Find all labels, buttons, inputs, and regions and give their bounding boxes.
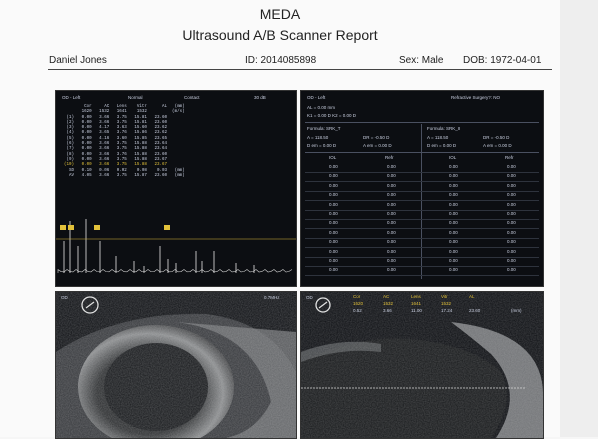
iol-value: 0.00 — [387, 220, 396, 226]
iol-value: 0.00 — [329, 201, 338, 207]
a-scan-contact: Contact — [184, 95, 200, 100]
b-scan-left-eye: OD — [61, 295, 68, 300]
iol-row-divider — [305, 191, 539, 192]
b-scan-col-label: AC — [383, 294, 390, 299]
iol-col-label-left: IOL — [329, 155, 337, 160]
a-scan-data-row: (8) 0.00 3.66 3.76 15.88 23.60 — [64, 152, 168, 157]
iol-value: 0.00 — [329, 267, 338, 273]
iol-dem-right: D em = 0.00 D — [427, 143, 457, 148]
a-scan-data-row: AV 4.05 3.66 3.75 15.87 23.60 (mm) — [64, 173, 185, 178]
iol-value: 0.00 — [507, 201, 516, 207]
a-scan-panel — [55, 90, 297, 287]
iol-value: 0.00 — [507, 211, 516, 216]
b-scan-col-label: AL — [469, 294, 475, 299]
a-scan-waveform — [56, 91, 296, 286]
iol-row-divider — [305, 266, 539, 267]
b-scan-left-panel — [55, 291, 297, 439]
a-scan-data-row: (9) 0.00 3.66 3.75 15.88 23.67 — [64, 157, 168, 162]
iol-value: 0.00 — [449, 229, 458, 235]
iol-value: 0.00 — [507, 182, 516, 188]
b-scan-right-image — [301, 292, 543, 438]
header-divider — [48, 69, 552, 70]
a-scan-gain: 30 dB — [254, 95, 266, 100]
b-scan-velocity: 1641 — [411, 301, 422, 306]
iol-value: 0.00 — [507, 258, 516, 263]
iol-row-divider — [305, 228, 539, 229]
iol-row-divider — [305, 275, 539, 276]
iol-divider-2 — [305, 152, 539, 153]
iol-row-divider — [305, 172, 539, 173]
iol-aem-right: A em = 0.00 D — [483, 143, 512, 148]
a-scan-data-row: (5) 0.00 4.16 3.60 15.85 23.65 — [64, 136, 168, 141]
a-scan-data-row: (1) 0.00 3.66 3.75 15.81 23.60 — [64, 115, 168, 120]
iol-divider — [305, 122, 539, 123]
brand-title: MEDA — [259, 6, 301, 22]
iol-value: 0.00 — [449, 258, 458, 263]
b-scan-measurement: 17.24 — [441, 308, 453, 313]
page-margin — [560, 0, 598, 437]
gate-marker[interactable] — [68, 225, 74, 230]
iol-value: 0.00 — [507, 164, 516, 169]
a-scan-data-row: (2) 0.00 3.66 3.75 15.81 23.60 — [64, 120, 168, 125]
iol-dr-right: DR = -0.50 D — [483, 135, 510, 140]
iol-formula-right: Formula: SRK_II — [427, 126, 461, 131]
b-scan-measurement: 11.00 — [411, 308, 422, 313]
iol-value: 0.00 — [449, 192, 458, 198]
a-scan-mode: Normal — [128, 95, 143, 100]
b-scan-velocity: 1532 — [441, 301, 452, 306]
iol-value: 0.00 — [507, 229, 516, 235]
iol-refractive: Refractive Surgery?: NO — [451, 95, 501, 100]
b-scan-right-panel — [300, 291, 544, 439]
iol-value: 0.00 — [329, 173, 338, 179]
iol-value: 0.00 — [449, 182, 458, 188]
iol-value: 0.00 — [329, 211, 338, 216]
iol-value: 0.00 — [329, 164, 338, 169]
iol-value: 0.00 — [387, 248, 396, 254]
iol-row-divider — [305, 181, 539, 182]
a-scan-data-row: (10) 0.00 3.66 3.75 15.88 23.67 — [64, 163, 168, 168]
b-scan-col-label: Cor — [353, 294, 361, 299]
iol-value: 0.00 — [387, 258, 396, 263]
iol-row-divider — [305, 219, 539, 220]
iol-value: 0.00 — [449, 211, 458, 216]
iol-value: 0.00 — [507, 173, 516, 179]
iol-value: 0.00 — [507, 267, 516, 273]
refr-col-label-right: Refr — [505, 155, 514, 160]
patient-id: ID: 2014085898 — [245, 55, 317, 66]
b-scan-measurement: 0.52 — [353, 308, 362, 313]
a-scan-data-row: SD 0.10 0.06 0.02 0.08 0.03 (mm) — [64, 168, 185, 173]
b-scan-velocity: 1620 — [353, 301, 364, 306]
iol-value: 0.00 — [387, 229, 396, 235]
b-scan-col-label: Vitr — [441, 294, 448, 299]
b-scan-unit: (mm) — [511, 308, 522, 313]
iol-row-divider — [305, 200, 539, 201]
iol-formula-left: Formula: SRK_T — [307, 126, 341, 131]
iol-value: 0.00 — [449, 248, 458, 254]
iol-value: 0.00 — [449, 239, 458, 245]
iol-value: 0.00 — [329, 248, 338, 254]
iol-aem-left: A em = 0.00 D — [363, 143, 392, 148]
iol-value: 0.00 — [329, 258, 338, 263]
a-scan-header-row: Cor AC Lens Vitr AL (mm) — [64, 105, 185, 109]
iol-value: 0.00 — [387, 164, 396, 169]
a-scan-eye: OD - Left — [62, 95, 81, 100]
iol-value: 0.00 — [387, 201, 396, 207]
iol-a-right: A = 118.50 — [427, 135, 449, 140]
b-scan-measurement: 3.66 — [383, 308, 392, 313]
iol-value: 0.00 — [329, 239, 338, 245]
b-scan-left-image — [56, 292, 296, 438]
iol-row-divider — [305, 238, 539, 239]
iol-value: 0.00 — [449, 220, 458, 226]
a-scan-data-row: (7) 0.00 3.66 3.75 15.88 23.64 — [64, 147, 168, 152]
iol-value: 0.00 — [507, 220, 516, 226]
patient-name: Daniel Jones — [49, 55, 107, 66]
patient-sex: Sex: Male — [399, 55, 444, 66]
b-scan-measurement: 23.60 — [469, 308, 481, 313]
iol-value: 0.00 — [449, 267, 458, 273]
iol-axial-length: AL = 0.00 mm — [307, 105, 335, 110]
a-scan-data-row: (4) 0.00 3.65 3.76 15.86 23.62 — [64, 131, 168, 136]
iol-panel — [300, 90, 544, 287]
iol-value: 0.00 — [507, 239, 516, 245]
iol-a-left: A = 118.50 — [307, 135, 329, 140]
iol-row-divider — [305, 247, 539, 248]
iol-keratometry: K1 = 0.00 D K2 = 0.00 D — [307, 113, 357, 118]
iol-row-divider — [305, 210, 539, 211]
iol-value: 0.00 — [329, 182, 338, 188]
iol-value: 0.00 — [507, 248, 516, 254]
gate-marker[interactable] — [94, 225, 100, 230]
iol-eye: OD - Left — [307, 95, 326, 100]
b-scan-velocity: 1532 — [383, 301, 394, 306]
report-title: Ultrasound A/B Scanner Report — [182, 27, 378, 43]
iol-value: 0.00 — [387, 239, 396, 245]
gate-marker[interactable] — [60, 225, 66, 230]
refr-col-label-left: Refr — [385, 155, 394, 160]
b-scan-col-label: Lens — [411, 294, 421, 299]
gate-marker[interactable] — [164, 225, 170, 230]
iol-value: 0.00 — [387, 173, 396, 179]
iol-row-divider — [305, 257, 539, 258]
a-scan-data-row: (6) 0.00 3.66 3.75 15.88 23.64 — [64, 142, 168, 147]
iol-value: 0.00 — [387, 182, 396, 188]
iol-value: 0.00 — [387, 192, 396, 198]
iol-value: 0.00 — [449, 201, 458, 207]
a-scan-header-row: 1620 1532 1641 1532 (m/s) — [64, 110, 185, 115]
iol-value: 0.00 — [329, 192, 338, 198]
iol-dem-left: D em = 0.00 D — [307, 143, 337, 148]
iol-value: 0.00 — [387, 267, 396, 273]
iol-value: 0.00 — [507, 192, 516, 198]
iol-value: 0.00 — [329, 229, 338, 235]
a-scan-data-row: (3) 0.00 4.17 3.63 15.60 23.62 — [64, 126, 168, 131]
iol-value: 0.00 — [449, 173, 458, 179]
iol-col-label-right: IOL — [449, 155, 457, 160]
iol-dr-left: DR = -0.50 D — [363, 135, 390, 140]
iol-value: 0.00 — [329, 220, 338, 226]
iol-value: 0.00 — [449, 164, 458, 169]
b-scan-right-eye: OD — [306, 295, 313, 300]
patient-dob: DOB: 1972-04-01 — [463, 55, 542, 66]
b-scan-left-frequency: 0.7MHz — [264, 295, 280, 300]
iol-value: 0.00 — [387, 211, 396, 216]
